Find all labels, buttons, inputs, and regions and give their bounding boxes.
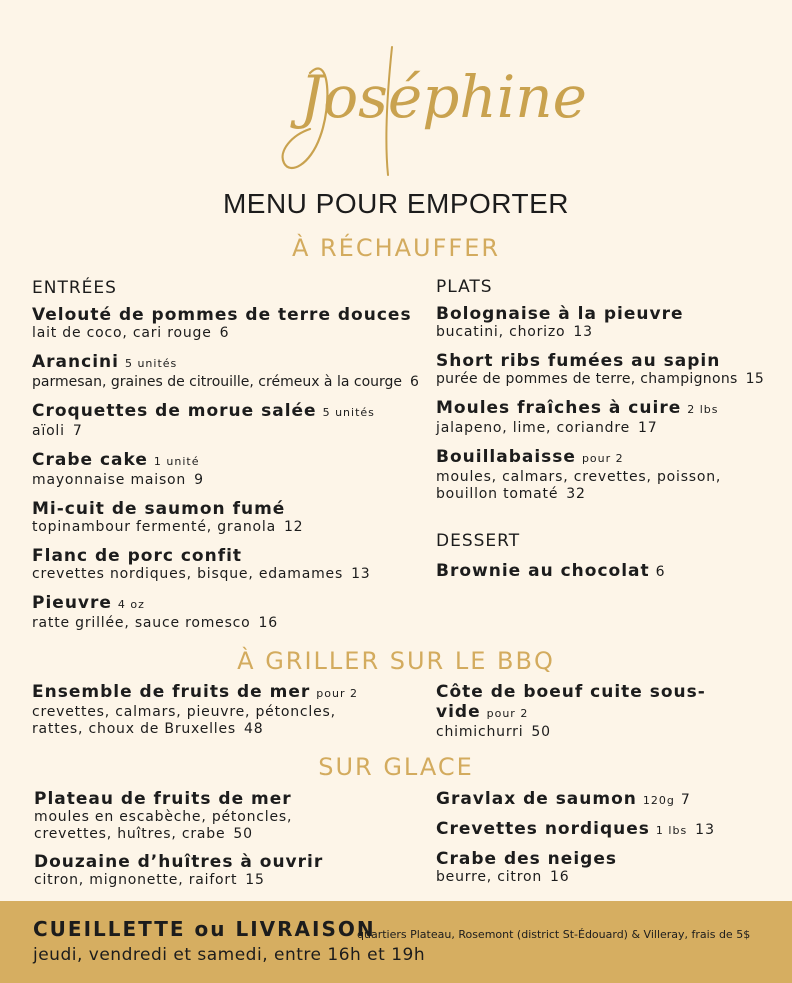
item-price: 15 — [245, 872, 265, 888]
menu-item — [34, 789, 364, 843]
menu-title: MENU POUR EMPORTER — [222, 188, 570, 219]
item-name: Flanc de porc confit — [32, 546, 243, 566]
item-desc: citron, mignonette, raifort — [34, 872, 238, 888]
item-desc: jalapeno, lime, coriandre — [436, 420, 631, 436]
item-name: Crevettes nordiques — [436, 819, 650, 839]
item-desc: mayonnaise maison — [32, 472, 187, 488]
item-desc: ratte grillée, sauce romesco — [32, 615, 251, 631]
item-price: 13 — [573, 324, 593, 340]
item-price: 32 — [566, 486, 586, 502]
item-name: Short ribs fumées au sapin — [436, 351, 721, 371]
menu-item — [34, 852, 364, 889]
item-note: 4 oz — [117, 598, 145, 611]
item-name: Croquettes de morue salée — [32, 401, 317, 421]
item-price: 16 — [550, 869, 570, 885]
item-name: Côte de boeuf cuite sous-vide — [436, 682, 706, 722]
item-name: Douzaine d’huîtres à ouvrir — [34, 852, 324, 872]
item-price: 13 — [695, 822, 715, 838]
item-price: 9 — [194, 472, 204, 488]
item-desc: topinambour fermenté, granola — [32, 519, 276, 535]
item-name: Gravlax de saumon — [436, 789, 637, 809]
item-desc: moules en escabèche, pétoncles, crevettes, huîtres, crabe — [34, 809, 293, 842]
item-desc: lait de coco, cari rouge — [32, 325, 212, 341]
item-desc: purée de pommes de terre, champignons — [436, 371, 738, 387]
menu-item — [32, 682, 392, 738]
item-price: 7 — [72, 423, 83, 439]
item-note: 1 unité — [153, 455, 200, 468]
item-note: 5 unités — [124, 357, 178, 370]
item-price: 12 — [283, 519, 304, 535]
item-note: 120g — [642, 794, 675, 807]
menu-item — [436, 849, 776, 886]
menu-item — [32, 546, 432, 583]
menu-item — [32, 352, 432, 391]
item-note: 2 lbs — [687, 403, 719, 416]
item-desc: bucatini, chorizo — [436, 324, 566, 340]
menu-item — [32, 401, 432, 440]
logo-wordmark: Joséphine — [300, 63, 587, 131]
menu-item — [436, 682, 776, 741]
plats-column — [436, 277, 776, 582]
bbq-right-column — [436, 682, 776, 741]
item-desc: parmesan, graines de citrouille, crémeux à la courge — [32, 374, 403, 390]
item-price: 13 — [351, 566, 371, 582]
footer-title: CUEILLETTE ou LIVRAISON — [33, 917, 376, 941]
item-price: 6 — [410, 374, 419, 390]
item-name: Mi-cuit de saumon fumé — [32, 499, 286, 519]
item-price: 7 — [680, 792, 691, 808]
menu-item — [436, 304, 776, 341]
item-name: Ensemble de fruits de mer — [32, 682, 311, 702]
item-price: 6 — [655, 564, 666, 580]
menu-item — [32, 499, 432, 536]
menu-item — [436, 789, 776, 811]
item-desc: crevettes nordiques, bisque, edamames — [32, 566, 344, 582]
section-bbq-title: À GRILLER SUR LE BBQ — [237, 647, 555, 675]
item-name: Brownie au chocolat — [436, 561, 650, 581]
item-price: 16 — [258, 615, 278, 631]
menu-item — [436, 351, 776, 388]
menu-item — [32, 593, 432, 632]
item-desc: aïoli — [32, 423, 65, 439]
ice-left-column — [34, 789, 364, 889]
item-name: Moules fraîches à cuire — [436, 398, 682, 418]
item-price: 6 — [219, 325, 230, 341]
restaurant-logo — [270, 25, 587, 185]
menu-item — [32, 305, 432, 342]
item-desc: beurre, citron — [436, 869, 543, 885]
item-note: 1 lbs — [655, 824, 688, 837]
menu-item — [32, 450, 432, 489]
item-price: 50 — [233, 826, 253, 842]
menu-item — [436, 819, 776, 841]
item-name: Arancini — [32, 352, 119, 372]
item-note: pour 2 — [581, 452, 624, 465]
footer-banner — [0, 901, 792, 983]
item-note: 5 unités — [322, 406, 375, 419]
item-name: Bouillabaisse — [436, 447, 576, 467]
entrees-column — [32, 278, 432, 632]
menu-item — [436, 398, 776, 437]
footer-hours: jeudi, vendredi et samedi, entre 16h et 19h — [33, 945, 426, 965]
item-note: pour 2 — [316, 687, 358, 700]
item-price: 15 — [745, 371, 765, 387]
section-reheat-title: À RÉCHAUFFER — [291, 234, 501, 262]
plats-category: PLATS — [436, 277, 493, 297]
item-desc: crevettes, calmars, pieuvre, pétoncles, rattes, choux de Bruxelles — [32, 704, 336, 737]
item-name: Crabe cake — [32, 450, 148, 470]
item-name: Pieuvre — [32, 593, 112, 613]
item-name: Crabe des neiges — [436, 849, 617, 869]
entrees-category: ENTRÉES — [32, 278, 117, 298]
section-ice-title: SUR GLACE — [318, 753, 474, 781]
bbq-left-column — [32, 682, 392, 738]
item-price: 17 — [638, 420, 658, 436]
item-desc: moules, calmars, crevettes, poisson, bouillon tomaté — [436, 469, 722, 502]
item-note: pour 2 — [486, 707, 529, 720]
footer-delivery-zones: quartiers Plateau, Rosemont (district St-Édouard) & Villeray, frais de 5$ — [357, 928, 751, 941]
item-desc: chimichurri — [436, 724, 524, 740]
item-price: 50 — [531, 724, 551, 740]
item-name: Bolognaise à la pieuvre — [436, 304, 684, 324]
ice-right-column — [436, 789, 776, 886]
item-name: Plateau de fruits de mer — [34, 789, 292, 809]
menu-item — [436, 561, 776, 582]
item-name: Velouté de pommes de terre douces — [32, 305, 412, 325]
dessert-category: DESSERT — [436, 531, 521, 551]
item-price: 48 — [244, 721, 264, 737]
menu-item — [436, 447, 776, 503]
